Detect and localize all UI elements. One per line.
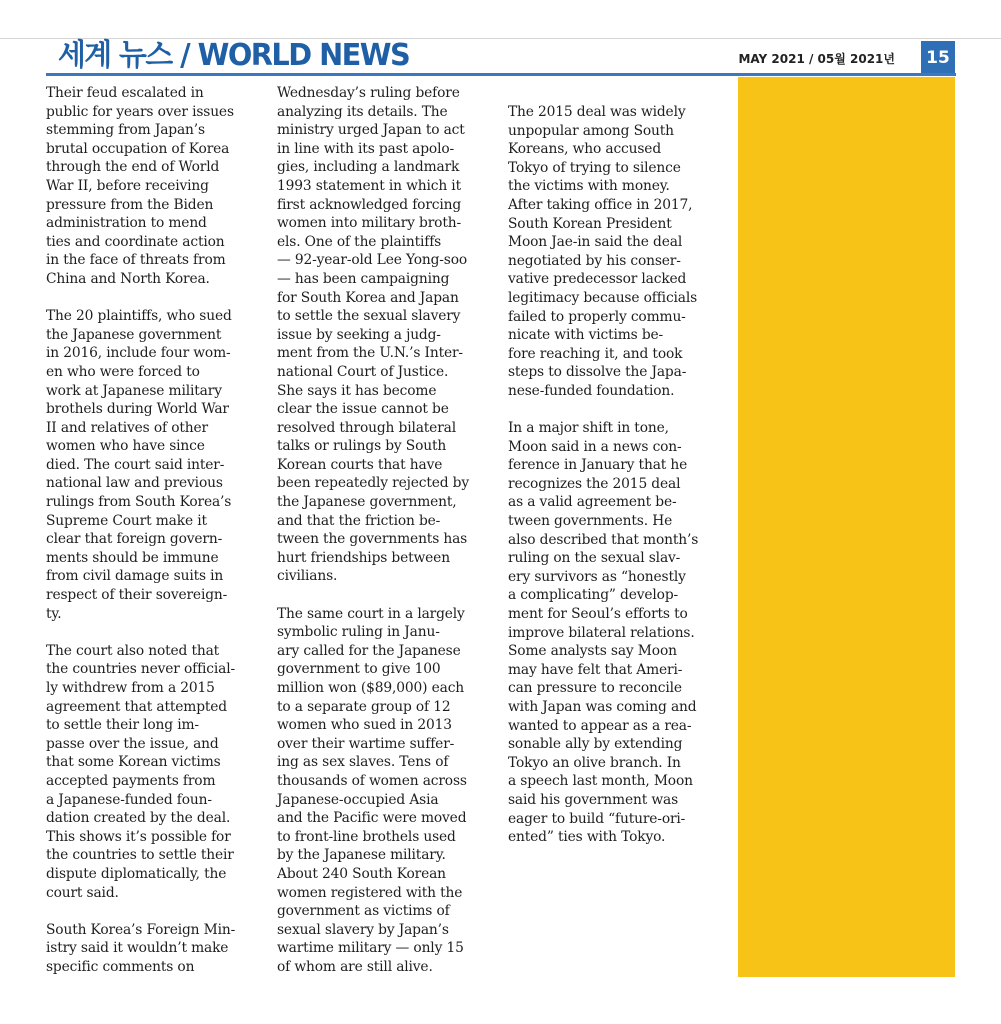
text-line: War II, before receiving (46, 177, 209, 194)
text-line: ary called for the Japanese (277, 642, 461, 659)
text-line: accepted payments from (46, 772, 216, 789)
issue-date: MAY 2021 / 05월 2021년 (738, 52, 895, 66)
text-line: a Japanese-funded foun- (46, 791, 212, 808)
text-line: recognizes the 2015 deal (508, 475, 681, 492)
text-line: to settle the sexual slavery (277, 308, 461, 325)
text-line: national law and previous (46, 475, 223, 492)
text-line: unpopular among South (508, 122, 674, 139)
text-line: symbolic ruling in Janu- (277, 624, 440, 641)
text-line: resolved through bilateral (277, 419, 456, 436)
text-line: gies, including a landmark (277, 159, 460, 176)
text-line: women who sued in 2013 (277, 717, 452, 734)
text-line: failed to properly commu- (508, 308, 686, 325)
text-line: to a separate group of 12 (277, 698, 451, 715)
text-line: Tokyo of trying to silence (508, 159, 681, 176)
text-line: from civil damage suits in (46, 568, 224, 585)
text-line: first acknowledged forcing (277, 196, 462, 213)
text-line: through the end of World (46, 159, 220, 176)
text-line: analyzing its details. The (277, 103, 448, 120)
text-line: work at Japanese military (46, 382, 222, 399)
text-line: in the face of threats from (46, 252, 226, 269)
text-line: can pressure to reconcile (508, 680, 682, 697)
text-line: This shows it’s possible for (46, 828, 231, 845)
text-line: million won ($89,000) each (277, 680, 465, 696)
text-line: women registered with the (277, 884, 463, 901)
text-line: 1993 statement in which it (277, 177, 461, 194)
text-line: wanted to appear as a rea- (508, 717, 692, 734)
text-line: national Court of Justice. (277, 363, 449, 380)
text-line: After taking office in 2017, (508, 196, 693, 213)
text-line: of whom are still alive. (277, 958, 433, 975)
text-line: said his government was (508, 791, 679, 808)
text-line: brothels during World War (46, 401, 229, 418)
text-line: The court also noted that (46, 642, 220, 659)
text-line: respect of their sovereign- (46, 587, 228, 604)
text-line: brutal occupation of Korea (46, 140, 230, 157)
text-line: Wednesday’s ruling before (277, 85, 460, 101)
text-line: ly withdrew from a 2015 (46, 680, 215, 696)
text-line: civilians. (277, 568, 338, 585)
text-line: istry said it wouldn’t make (46, 940, 229, 957)
text-line: South Korean President (508, 215, 672, 232)
text-line: the Japanese government, (277, 494, 457, 511)
text-line: agreement that attempted (46, 698, 227, 715)
text-line: over their wartime suffer- (277, 735, 455, 752)
text-line: rulings from South Korea’s (46, 494, 232, 511)
text-line: may have felt that Ameri- (508, 661, 683, 678)
text-line: improve bilateral relations. (508, 624, 695, 641)
text-line: en who were forced to (46, 363, 200, 380)
text-line: ery survivors as “honestly (508, 568, 686, 585)
text-line: Japanese-occupied Asia (277, 791, 439, 808)
text-line: specific comments on (46, 958, 195, 975)
text-line: The same court in a largely (277, 605, 465, 622)
text-line: government to give 100 (277, 661, 441, 678)
text-line: died. The court said inter- (46, 456, 225, 473)
text-line: in 2016, include four wom- (46, 345, 231, 362)
text-line: to settle their long im- (46, 717, 199, 734)
text-line: The 2015 deal was widely (508, 104, 686, 120)
text-line: Their feud escalated in (46, 85, 204, 101)
article-paragraph (508, 419, 726, 847)
text-line: sexual slavery by Japan’s (277, 921, 449, 938)
text-line: clear the issue cannot be (277, 401, 449, 418)
text-line: els. One of the plaintiffs (277, 233, 442, 250)
article-paragraph (46, 307, 264, 623)
text-line: legitimacy because officials (508, 289, 698, 306)
text-line: ment for Seoul’s efforts to (508, 606, 688, 623)
article-paragraph (508, 103, 726, 401)
text-line: been repeatedly rejected by (277, 475, 469, 492)
text-line: — 92-year-old Lee Yong-soo (277, 252, 468, 269)
text-line: nicate with victims be- (508, 327, 664, 344)
text-line: Korean courts that have (277, 456, 443, 473)
text-line: dispute diplomatically, the (46, 865, 227, 882)
text-line: the victims with money. (508, 178, 670, 195)
text-line: with Japan was coming and (508, 699, 697, 715)
text-line: ments should be immune (46, 549, 219, 566)
text-line: clear that foreign govern- (46, 531, 223, 548)
text-line: In a major shift in tone, (508, 420, 669, 437)
article-paragraph (277, 605, 495, 977)
text-line: South Korea’s Foreign Min- (46, 921, 236, 938)
text-line: and the Pacific were moved (277, 810, 467, 827)
text-line: passe over the issue, and (46, 735, 219, 752)
text-line: and that the friction be- (277, 512, 441, 529)
text-line: Moon said in a news con- (508, 438, 682, 455)
text-line: tween governments. He (508, 513, 673, 530)
text-line: Koreans, who accused (508, 141, 661, 158)
text-line: also described that month’s (508, 531, 699, 548)
article-paragraph (277, 84, 495, 586)
text-line: issue by seeking a judg- (277, 326, 441, 343)
text-line: Supreme Court make it (46, 512, 207, 529)
text-line: ministry urged Japan to act (277, 122, 465, 139)
text-line: that some Korean victims (46, 754, 221, 771)
text-line: II and relatives of other (46, 419, 208, 436)
text-line: eager to build “future-ori- (508, 810, 686, 827)
text-line: pressure from the Biden (46, 196, 214, 213)
text-line: fore reaching it, and took (508, 345, 683, 362)
text-line: ment from the U.N.’s Inter- (277, 345, 463, 362)
text-line: dation created by the deal. (46, 810, 231, 827)
article-column-1 (46, 84, 264, 995)
text-line: ference in January that he (508, 457, 688, 474)
text-line: in line with its past apolo- (277, 140, 455, 157)
text-line: talks or rulings by South (277, 438, 447, 455)
text-line: ty. (46, 605, 62, 622)
page-number-badge: 15 (921, 41, 955, 74)
text-line: thousands of women across (277, 772, 467, 789)
text-line: women who have since (46, 438, 205, 455)
text-line: as a valid agreement be- (508, 494, 677, 511)
text-line: women into military broth- (277, 215, 461, 232)
text-line: the countries to settle their (46, 847, 234, 864)
section-title: 세계 뉴스 / WORLD NEWS (58, 38, 410, 73)
text-line: sonable ally by extending (508, 736, 683, 753)
text-line: Moon Jae-in said the deal (508, 234, 683, 251)
text-line: to front-line brothels used (277, 828, 456, 845)
article-paragraph (46, 921, 264, 977)
text-line: a complicating” develop- (508, 587, 679, 604)
text-line: China and North Korea. (46, 270, 210, 287)
text-line: ing as sex slaves. Tens of (277, 754, 449, 771)
article-column-2 (277, 84, 495, 995)
text-line: vative predecessor lacked (508, 271, 687, 288)
text-line: negotiated by his conser- (508, 252, 681, 269)
article-paragraph (46, 84, 264, 289)
text-line: ruling on the sexual slav- (508, 550, 681, 567)
yellow-side-panel (738, 77, 955, 977)
text-line: ties and coordinate action (46, 233, 225, 250)
masthead-underline (46, 73, 956, 76)
text-line: for South Korea and Japan (277, 289, 459, 306)
text-line: Some analysts say Moon (508, 643, 677, 660)
text-line: a speech last month, Moon (508, 773, 693, 790)
text-line: wartime military — only 15 (277, 940, 464, 957)
text-line: tween the governments has (277, 531, 468, 548)
text-line: Tokyo an olive branch. In (508, 754, 681, 771)
text-line: ented” ties with Tokyo. (508, 829, 666, 846)
text-line: stemming from Japan’s (46, 122, 205, 139)
text-line: court said. (46, 884, 119, 901)
article-column-3 (508, 103, 726, 865)
text-line: the Japanese government (46, 326, 222, 343)
text-line: She says it has become (277, 382, 437, 399)
article-paragraph (46, 642, 264, 902)
text-line: administration to mend (46, 215, 207, 232)
text-line: government as victims of (277, 903, 450, 920)
text-line: the countries never official- (46, 661, 235, 678)
text-line: nese-funded foundation. (508, 382, 675, 399)
text-line: About 240 South Korean (277, 865, 446, 882)
text-line: hurt friendships between (277, 549, 450, 566)
text-line: by the Japanese military. (277, 847, 446, 864)
text-line: public for years over issues (46, 103, 234, 120)
text-line: The 20 plaintiffs, who sued (46, 308, 232, 325)
text-line: steps to dissolve the Japa- (508, 364, 687, 381)
text-line: — has been campaigning (277, 270, 450, 287)
